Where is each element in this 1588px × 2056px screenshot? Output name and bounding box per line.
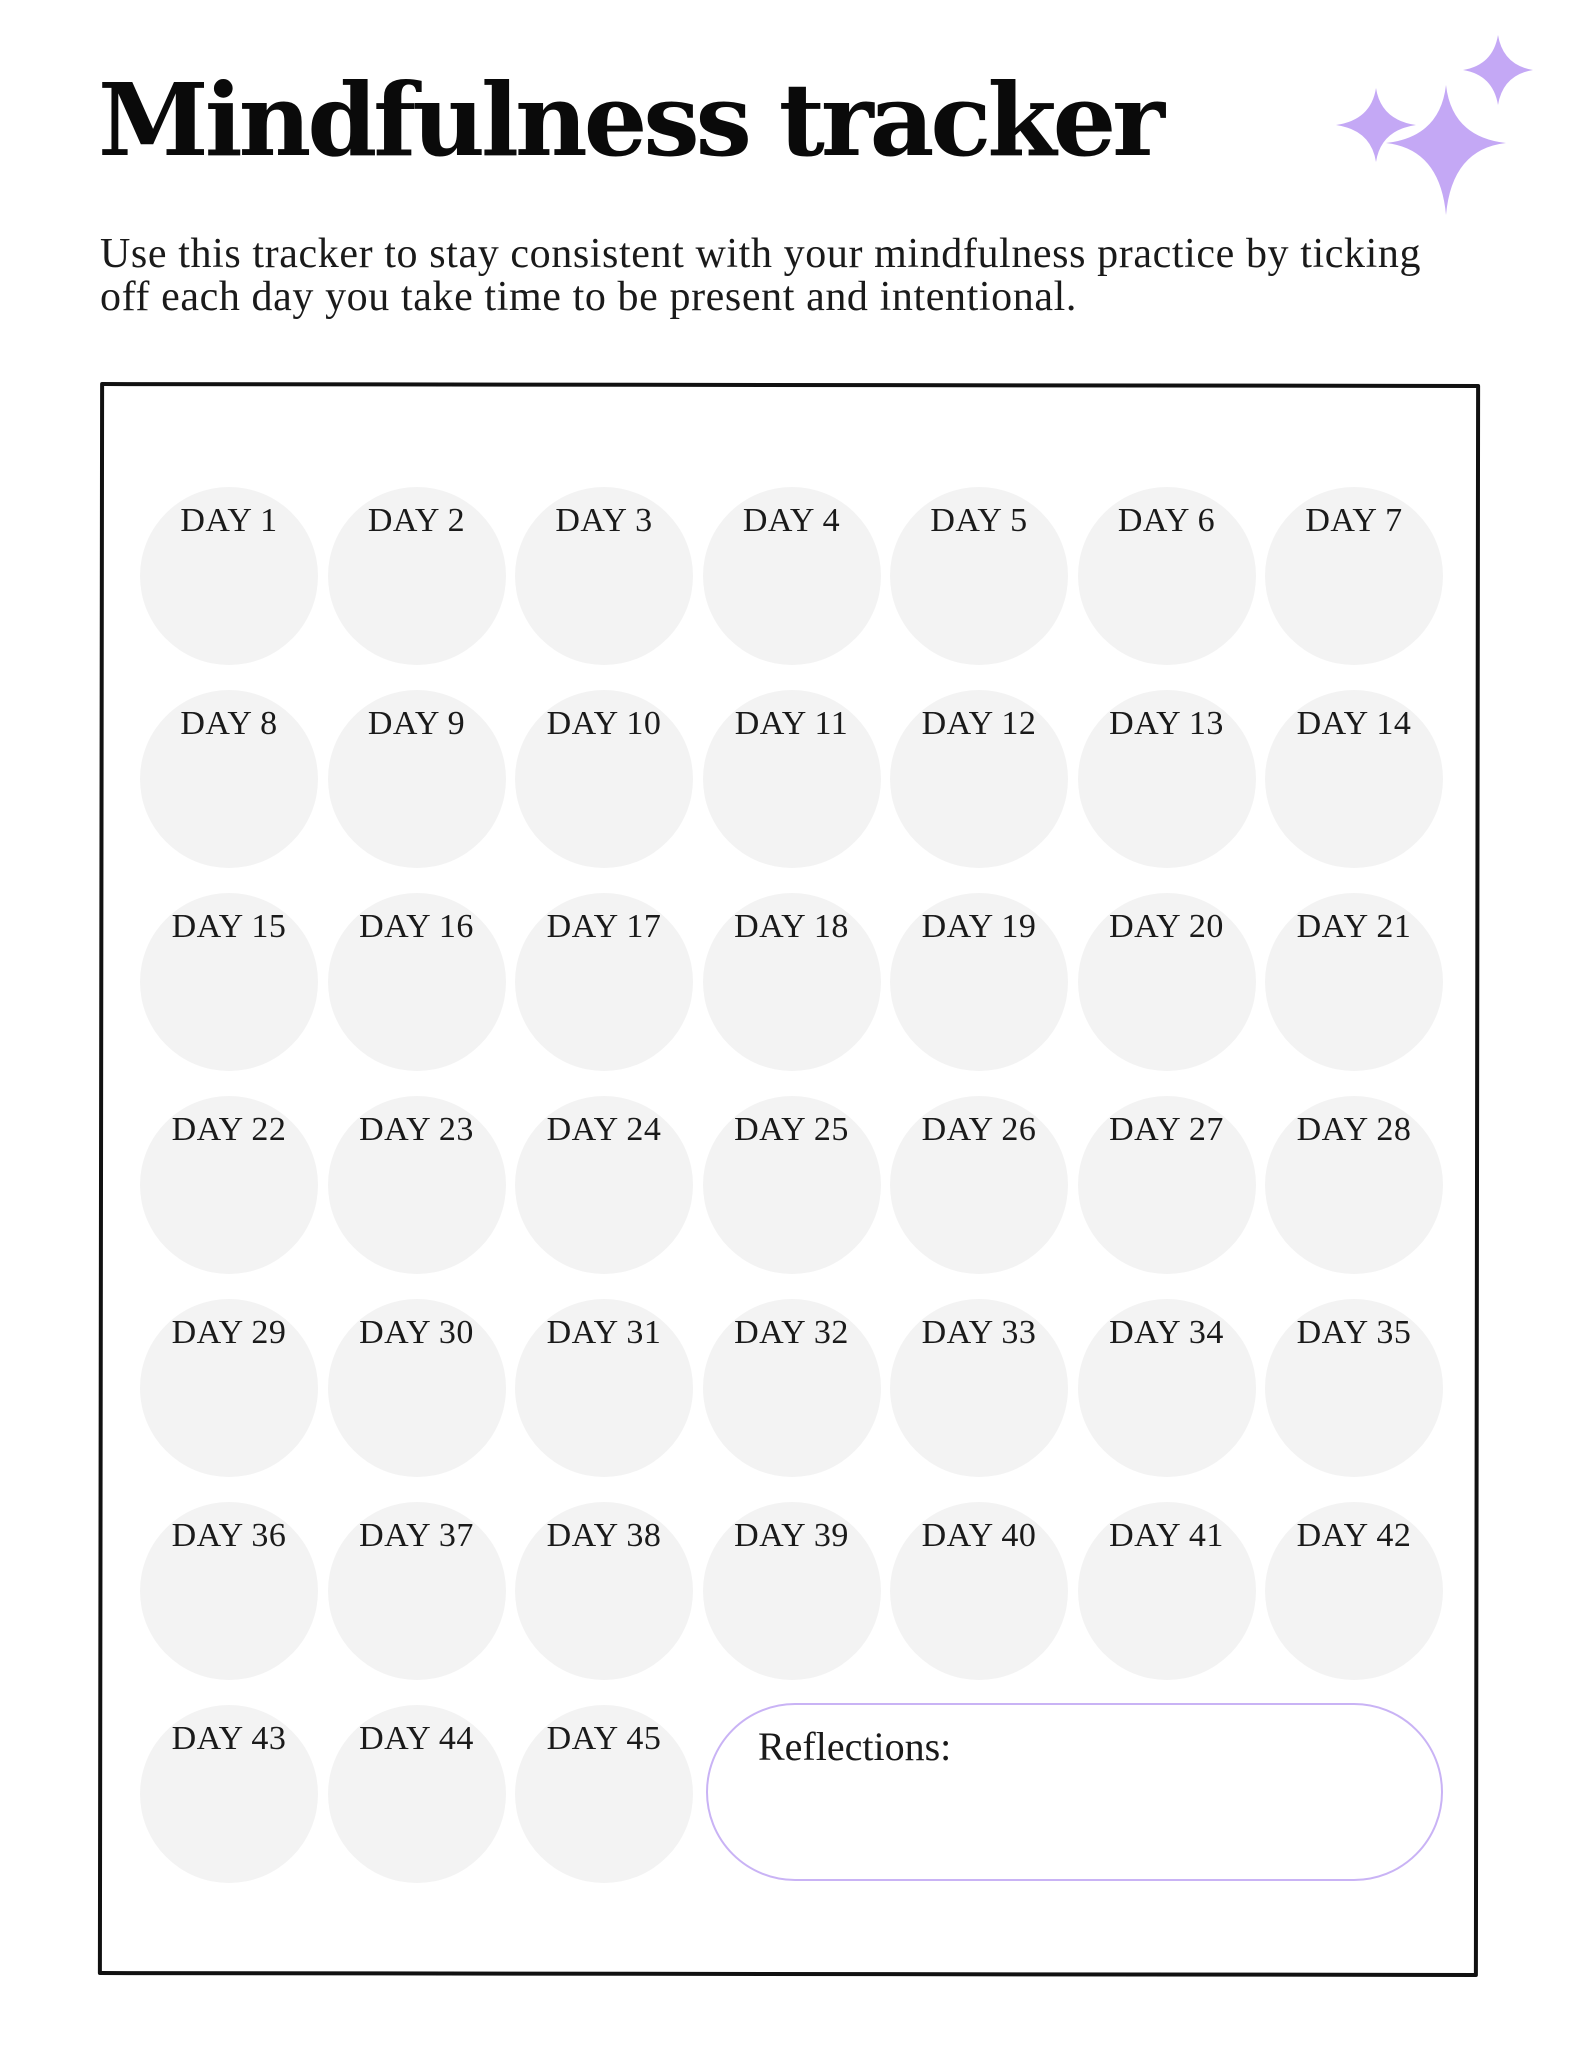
day-label: DAY 45 — [546, 1720, 662, 1757]
day-label: DAY 4 — [742, 502, 841, 539]
day-label: DAY 28 — [1296, 1111, 1412, 1148]
day-label: DAY 37 — [359, 1517, 474, 1554]
day-label: DAY 20 — [1109, 908, 1224, 945]
day-circle-14[interactable] — [1265, 690, 1443, 868]
day-circle-30[interactable] — [328, 1299, 506, 1477]
day-label: DAY 19 — [921, 908, 1037, 945]
day-label: DAY 41 — [1109, 1517, 1224, 1554]
day-label: DAY 17 — [546, 908, 662, 945]
day-circle-39[interactable] — [703, 1502, 881, 1680]
day-circle-20[interactable] — [1078, 893, 1256, 1071]
day-circle-9[interactable] — [328, 690, 506, 868]
day-circle-28[interactable] — [1265, 1096, 1443, 1274]
day-label: DAY 15 — [171, 908, 287, 945]
day-circle-16[interactable] — [328, 893, 506, 1071]
day-label: DAY 40 — [921, 1517, 1037, 1554]
day-label: DAY 18 — [734, 908, 849, 945]
day-label: DAY 26 — [921, 1111, 1037, 1148]
day-circle-32[interactable] — [703, 1299, 881, 1477]
day-label: DAY 11 — [734, 705, 849, 742]
day-circle-26[interactable] — [890, 1096, 1068, 1274]
day-label: DAY 35 — [1296, 1314, 1412, 1351]
day-label: DAY 6 — [1117, 502, 1216, 539]
day-label: DAY 22 — [171, 1111, 287, 1148]
day-label: DAY 43 — [171, 1720, 287, 1757]
day-label: DAY 12 — [921, 705, 1037, 742]
day-label: DAY 33 — [921, 1314, 1037, 1351]
day-label: DAY 7 — [1305, 502, 1403, 539]
day-circle-4[interactable] — [703, 487, 881, 665]
day-label: DAY 10 — [546, 705, 662, 742]
day-label: DAY 30 — [359, 1314, 474, 1351]
day-circle-1[interactable] — [140, 487, 318, 665]
page-title: Mindfulness tracker — [98, 61, 1161, 179]
day-circle-43[interactable] — [140, 1705, 318, 1883]
day-label: DAY 44 — [359, 1720, 474, 1757]
day-circle-2[interactable] — [328, 487, 506, 665]
day-label: DAY 36 — [171, 1517, 287, 1554]
day-circle-42[interactable] — [1265, 1502, 1443, 1680]
day-label: DAY 29 — [171, 1314, 287, 1351]
day-circle-15[interactable] — [140, 893, 318, 1071]
day-circle-27[interactable] — [1078, 1096, 1256, 1274]
day-label: DAY 23 — [359, 1111, 474, 1148]
day-circle-24[interactable] — [515, 1096, 693, 1274]
day-label: DAY 24 — [546, 1111, 662, 1148]
page-description: Use this tracker to stay consistent with your mindfulness practice by ticking off each day you take time to be present and intentional. — [100, 231, 1422, 320]
reflections-box[interactable] — [706, 1703, 1443, 1881]
day-circle-40[interactable] — [890, 1502, 1068, 1680]
day-label: DAY 14 — [1296, 705, 1412, 742]
day-label: DAY 34 — [1109, 1314, 1224, 1351]
day-circle-8[interactable] — [140, 690, 318, 868]
day-circle-35[interactable] — [1265, 1299, 1443, 1477]
day-label: DAY 2 — [367, 502, 466, 539]
day-circle-5[interactable] — [890, 487, 1068, 665]
day-circle-33[interactable] — [890, 1299, 1068, 1477]
day-label: DAY 32 — [734, 1314, 849, 1351]
day-label: DAY 39 — [734, 1517, 849, 1554]
day-circle-17[interactable] — [515, 893, 693, 1071]
day-label: DAY 21 — [1296, 908, 1412, 945]
day-circle-23[interactable] — [328, 1096, 506, 1274]
day-circle-10[interactable] — [515, 690, 693, 868]
day-circle-29[interactable] — [140, 1299, 318, 1477]
day-circle-3[interactable] — [515, 487, 693, 665]
day-label: DAY 1 — [180, 502, 278, 539]
day-label: DAY 3 — [555, 502, 653, 539]
sparkles-icon — [1330, 30, 1560, 230]
day-label: DAY 8 — [180, 705, 278, 742]
day-label: DAY 42 — [1296, 1517, 1412, 1554]
day-label: DAY 9 — [367, 705, 466, 742]
day-circle-25[interactable] — [703, 1096, 881, 1274]
day-circle-22[interactable] — [140, 1096, 318, 1274]
day-circle-13[interactable] — [1078, 690, 1256, 868]
day-circle-44[interactable] — [328, 1705, 506, 1883]
day-circle-34[interactable] — [1078, 1299, 1256, 1477]
day-label: DAY 38 — [546, 1517, 662, 1554]
day-label: DAY 25 — [734, 1111, 849, 1148]
day-circle-11[interactable] — [703, 690, 881, 868]
day-circle-45[interactable] — [515, 1705, 693, 1883]
day-label: DAY 5 — [930, 502, 1028, 539]
day-circle-31[interactable] — [515, 1299, 693, 1477]
day-circle-12[interactable] — [890, 690, 1068, 868]
day-label: DAY 27 — [1109, 1111, 1224, 1148]
day-circle-38[interactable] — [515, 1502, 693, 1680]
day-circle-19[interactable] — [890, 893, 1068, 1071]
day-circle-36[interactable] — [140, 1502, 318, 1680]
day-circle-7[interactable] — [1265, 487, 1443, 665]
day-label: DAY 13 — [1109, 705, 1224, 742]
day-circle-37[interactable] — [328, 1502, 506, 1680]
day-circle-21[interactable] — [1265, 893, 1443, 1071]
day-circle-6[interactable] — [1078, 487, 1256, 665]
day-circle-18[interactable] — [703, 893, 881, 1071]
day-label: DAY 16 — [359, 908, 474, 945]
reflections-label: Reflections: — [758, 1724, 952, 1769]
day-label: DAY 31 — [546, 1314, 662, 1351]
day-circle-41[interactable] — [1078, 1502, 1256, 1680]
